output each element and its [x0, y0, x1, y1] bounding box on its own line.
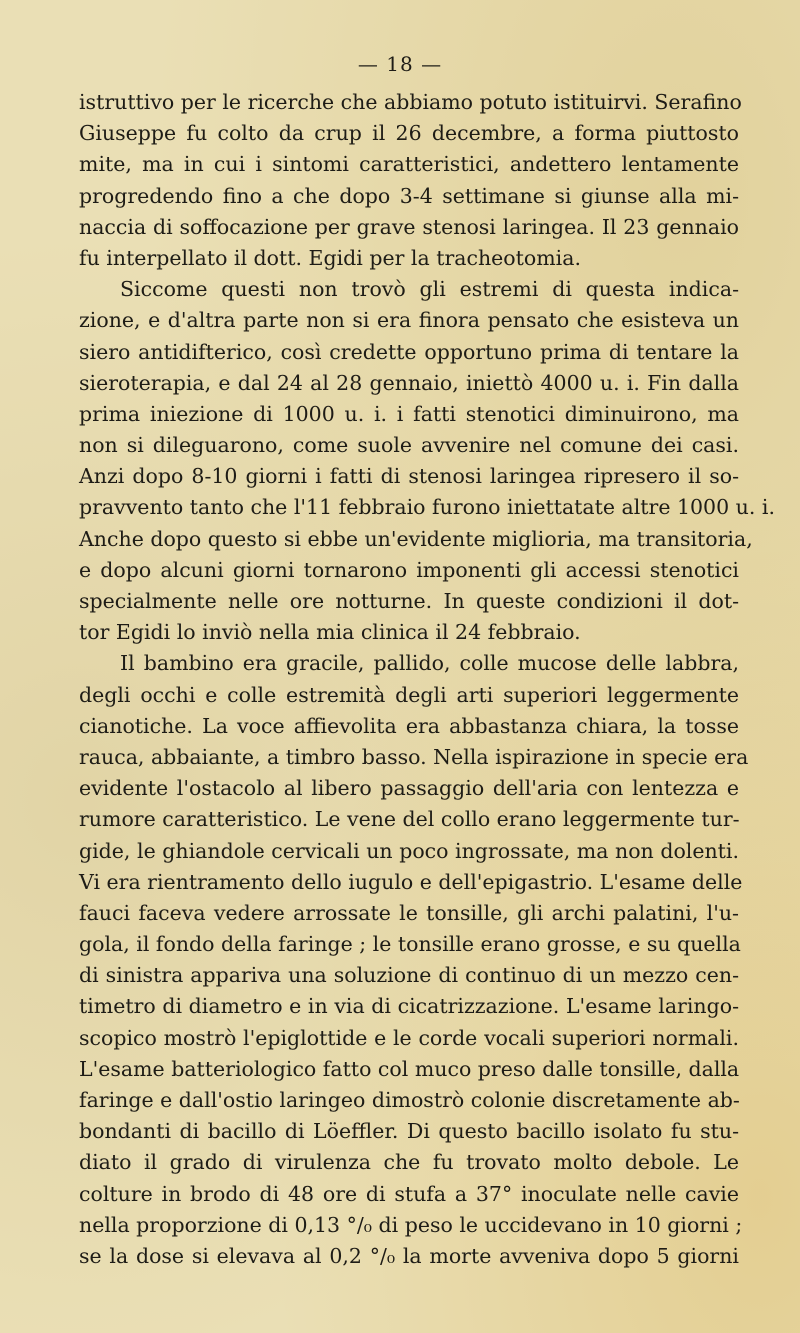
text-line: faringe e dall'ostio laringeo dimostrò colonie discretamente ab-	[79, 1088, 740, 1112]
text-line: bondanti di bacillo di Löeffler. Di questo bacillo isolato fu stu-	[79, 1119, 739, 1144]
text-line: cianotiche. La voce affievolita era abbastanza chiara, la tosse	[79, 713, 739, 738]
text-line: timetro di diametro e in via di cicatrizzazione. L'esame laringo-	[79, 994, 739, 1019]
text-line: Il bambino era gracile, pallido, colle mucose delle labbra,	[120, 651, 739, 676]
text-line: non si dileguarono, come suole avvenire nel comune dei casi.	[79, 433, 739, 458]
text-line: istruttivo per le ricerche che abbiamo potuto istituirvi. Serafino	[79, 90, 742, 114]
text-line: specialmente nelle ore notturne. In queste condizioni il dot-	[79, 589, 739, 613]
text-line: di sinistra appariva una soluzione di continuo di un mezzo cen-	[79, 963, 739, 988]
text-line: pravvento tanto che l'11 febbraio furono iniettatate altre 1000 u. i.	[79, 495, 775, 520]
text-line: Anzi dopo 8-10 giorni i fatti di stenosi laringea ripresero il so-	[79, 464, 739, 489]
text-line: Vi era rientramento dello iugulo e dell'epigastrio. L'esame delle	[79, 869, 743, 894]
text-line: rauca, abbaiante, a timbro basso. Nella ispirazione in specie era	[79, 744, 749, 769]
text-line: siero antidifterico, così credette opportuno prima di tentare la	[79, 339, 739, 364]
body-text	[79, 87, 775, 1272]
text-line: evidente l'ostacolo al libero passaggio dell'aria con lentezza e	[79, 776, 739, 801]
text-line: degli occhi e colle estremità degli arti superiori leggermente	[79, 682, 739, 707]
text-line: fu interpellato il dott. Egidi per la tracheotomia.	[79, 245, 581, 270]
text-line: scopico mostrò l'epiglottide e le corde vocali superiori normali.	[79, 1025, 739, 1050]
page-number: — 18 —	[357, 52, 443, 76]
text-line: se la dose si elevava al 0,2 °/₀ la morte avveniva dopo 5 giorni	[79, 1243, 739, 1268]
text-line: Siccome questi non trovò gli estremi di questa indica-	[120, 277, 739, 302]
text-line: gola, il fondo della faringe ; le tonsille erano grosse, e su quella	[79, 932, 741, 957]
text-line: sieroterapia, e dal 24 al 28 gennaio, iniettò 4000 u. i. Fin dalla	[79, 370, 739, 395]
text-line: diato il grado di virulenza che fu trovato molto debole. Le	[79, 1150, 739, 1175]
text-line: colture in brodo di 48 ore di stufa a 37° inoculate nelle cavie	[79, 1181, 739, 1206]
text-line: prima iniezione di 1000 u. i. i fatti stenotici diminuirono, ma	[79, 401, 739, 426]
text-line: gide, le ghiandole cervicali un poco ingrossate, ma non dolenti.	[79, 838, 739, 863]
text-line: mite, ma in cui i sintomi caratteristici, andettero lentamente	[79, 152, 739, 177]
text-line: e dopo alcuni giorni tornarono imponenti gli accessi stenotici	[79, 557, 739, 582]
text-line: progredendo fino a che dopo 3-4 settimane si giunse alla mi-	[79, 183, 739, 208]
text-line: Giuseppe fu colto da crup il 26 decembre, a forma piuttosto	[79, 121, 739, 146]
text-line: L'esame batteriologico fatto col muco preso dalle tonsille, dalla	[79, 1056, 740, 1081]
text-line: Anche dopo questo si ebbe un'evidente miglioria, ma transitoria,	[79, 526, 753, 551]
text-line: rumore caratteristico. Le vene del collo erano leggermente tur-	[79, 807, 740, 832]
text-line: naccia di soffocazione per grave stenosi laringea. Il 23 gennaio	[79, 214, 739, 239]
text-line: zione, e d'altra parte non si era finora pensato che esisteva un	[79, 308, 739, 333]
text-line: nella proporzione di 0,13 °/₀ di peso le uccidevano in 10 giorni ;	[79, 1212, 743, 1237]
text-line: tor Egidi lo inviò nella mia clinica il 24 febbraio.	[79, 620, 581, 645]
text-line: fauci faceva vedere arrossate le tonsille, gli archi palatini, l'u-	[79, 900, 739, 925]
